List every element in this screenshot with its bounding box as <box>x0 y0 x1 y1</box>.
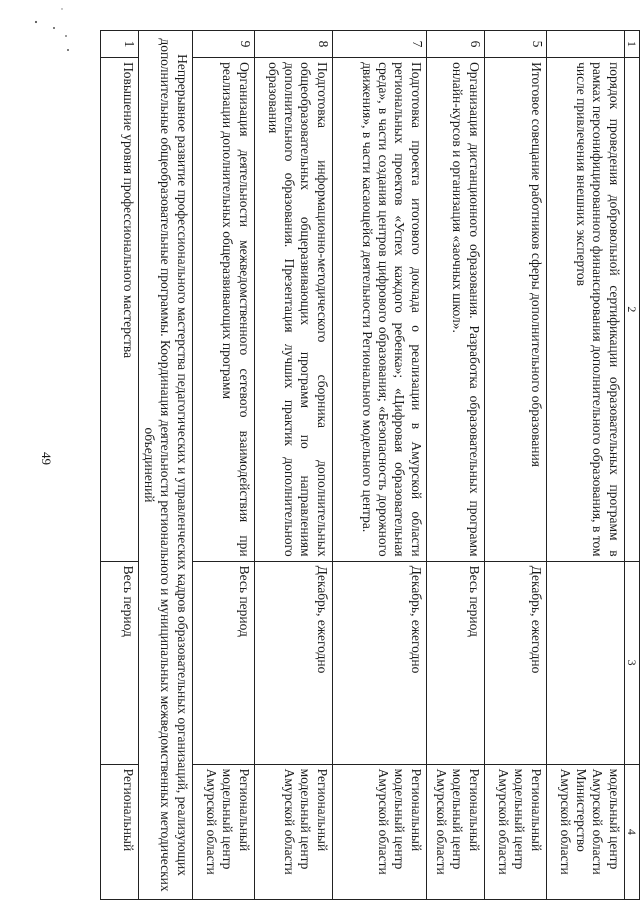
activity-cell: Подготовка проекта итогового доклада о реализации в Амурской области региональных проектов «Успех каждого ребенка»; «Цифровая образовательная среда», в части создания центров цифрового образования; «Безопасность дорожного движения», в части касающейся деятельности Регионального модельного центра. <box>332 58 426 562</box>
responsible-cell: Региональный модельный центр Амурской области <box>254 764 332 899</box>
row-number: 1 <box>101 31 139 58</box>
header-cell: 1 <box>624 31 639 58</box>
activity-cell: Организация дистанционного образования. Разработка образовательных программ онлайн-курсов и организация «заочных школ». <box>426 58 484 562</box>
rotated-table-wrapper <box>100 30 640 900</box>
term-cell: Декабрь, ежегодно <box>254 561 332 764</box>
activity-cell: порядок проведения добровольной сертификации образовательных программ в рамках персонифицированного финансирования дополнительного образования, в том числе привлечения внешних экспертов <box>546 58 624 562</box>
term-cell: Декабрь, ежегодно <box>484 561 546 764</box>
responsible-cell: Региональный модельный центр Амурской области <box>192 764 254 899</box>
table-row <box>546 31 624 900</box>
row-number: 7 <box>332 31 426 58</box>
row-number: 9 <box>192 31 254 58</box>
page-number: 49 <box>39 452 54 465</box>
activity-cell: Организация деятельности межведомственного сетевого взаимодействия при реализации дополнительных общеразвивающих программ <box>192 58 254 562</box>
table-row <box>101 31 139 900</box>
table-row <box>484 31 546 900</box>
responsible-cell: модельный центр Амурской области Министерство Амурской области <box>546 764 624 899</box>
term-cell: Весь период <box>101 561 139 764</box>
term-cell: Весь период <box>192 561 254 764</box>
header-cell: 3 <box>624 561 639 764</box>
term-cell: Декабрь, ежегодно <box>332 561 426 764</box>
table-row <box>332 31 426 900</box>
responsible-cell: Региональный <box>101 764 139 899</box>
header-row <box>624 31 639 900</box>
row-number <box>546 31 624 58</box>
responsible-cell: Региональный модельный центр Амурской области <box>332 764 426 899</box>
activity-cell: Повышение уровня профессионального мастерства <box>101 58 139 562</box>
activity-cell: Подготовка информационно-методического сборника дополнительных общеобразовательных общеразвивающих программ по направлениям дополнительного образования. Презентация лучших практик дополнительного образования <box>254 58 332 562</box>
activity-cell: Итоговое совещание работников сферы дополнительного образования <box>484 58 546 562</box>
header-cell: 4 <box>624 764 639 899</box>
row-number: 5 <box>484 31 546 58</box>
table-row <box>426 31 484 900</box>
responsible-cell: Региональный модельный центр Амурской области <box>484 764 546 899</box>
term-cell <box>546 561 624 764</box>
plan-table <box>100 30 640 900</box>
responsible-cell: Региональный модельный центр Амурской области <box>426 764 484 899</box>
section-row <box>139 31 193 900</box>
table-row <box>254 31 332 900</box>
section-heading: Непрерывное развитие профессионального мастерства педагогических и управленческих кадров образовательных организаций, реализующих дополнительные общеобразовательные программы. Координация деятельности регионального и муниципальных межведомственных методических объединений <box>139 31 193 900</box>
row-number: 6 <box>426 31 484 58</box>
row-number: 8 <box>254 31 332 58</box>
term-cell: Весь период <box>426 561 484 764</box>
table-row <box>192 31 254 900</box>
header-cell: 2 <box>624 58 639 562</box>
scan-specks <box>0 0 100 60</box>
